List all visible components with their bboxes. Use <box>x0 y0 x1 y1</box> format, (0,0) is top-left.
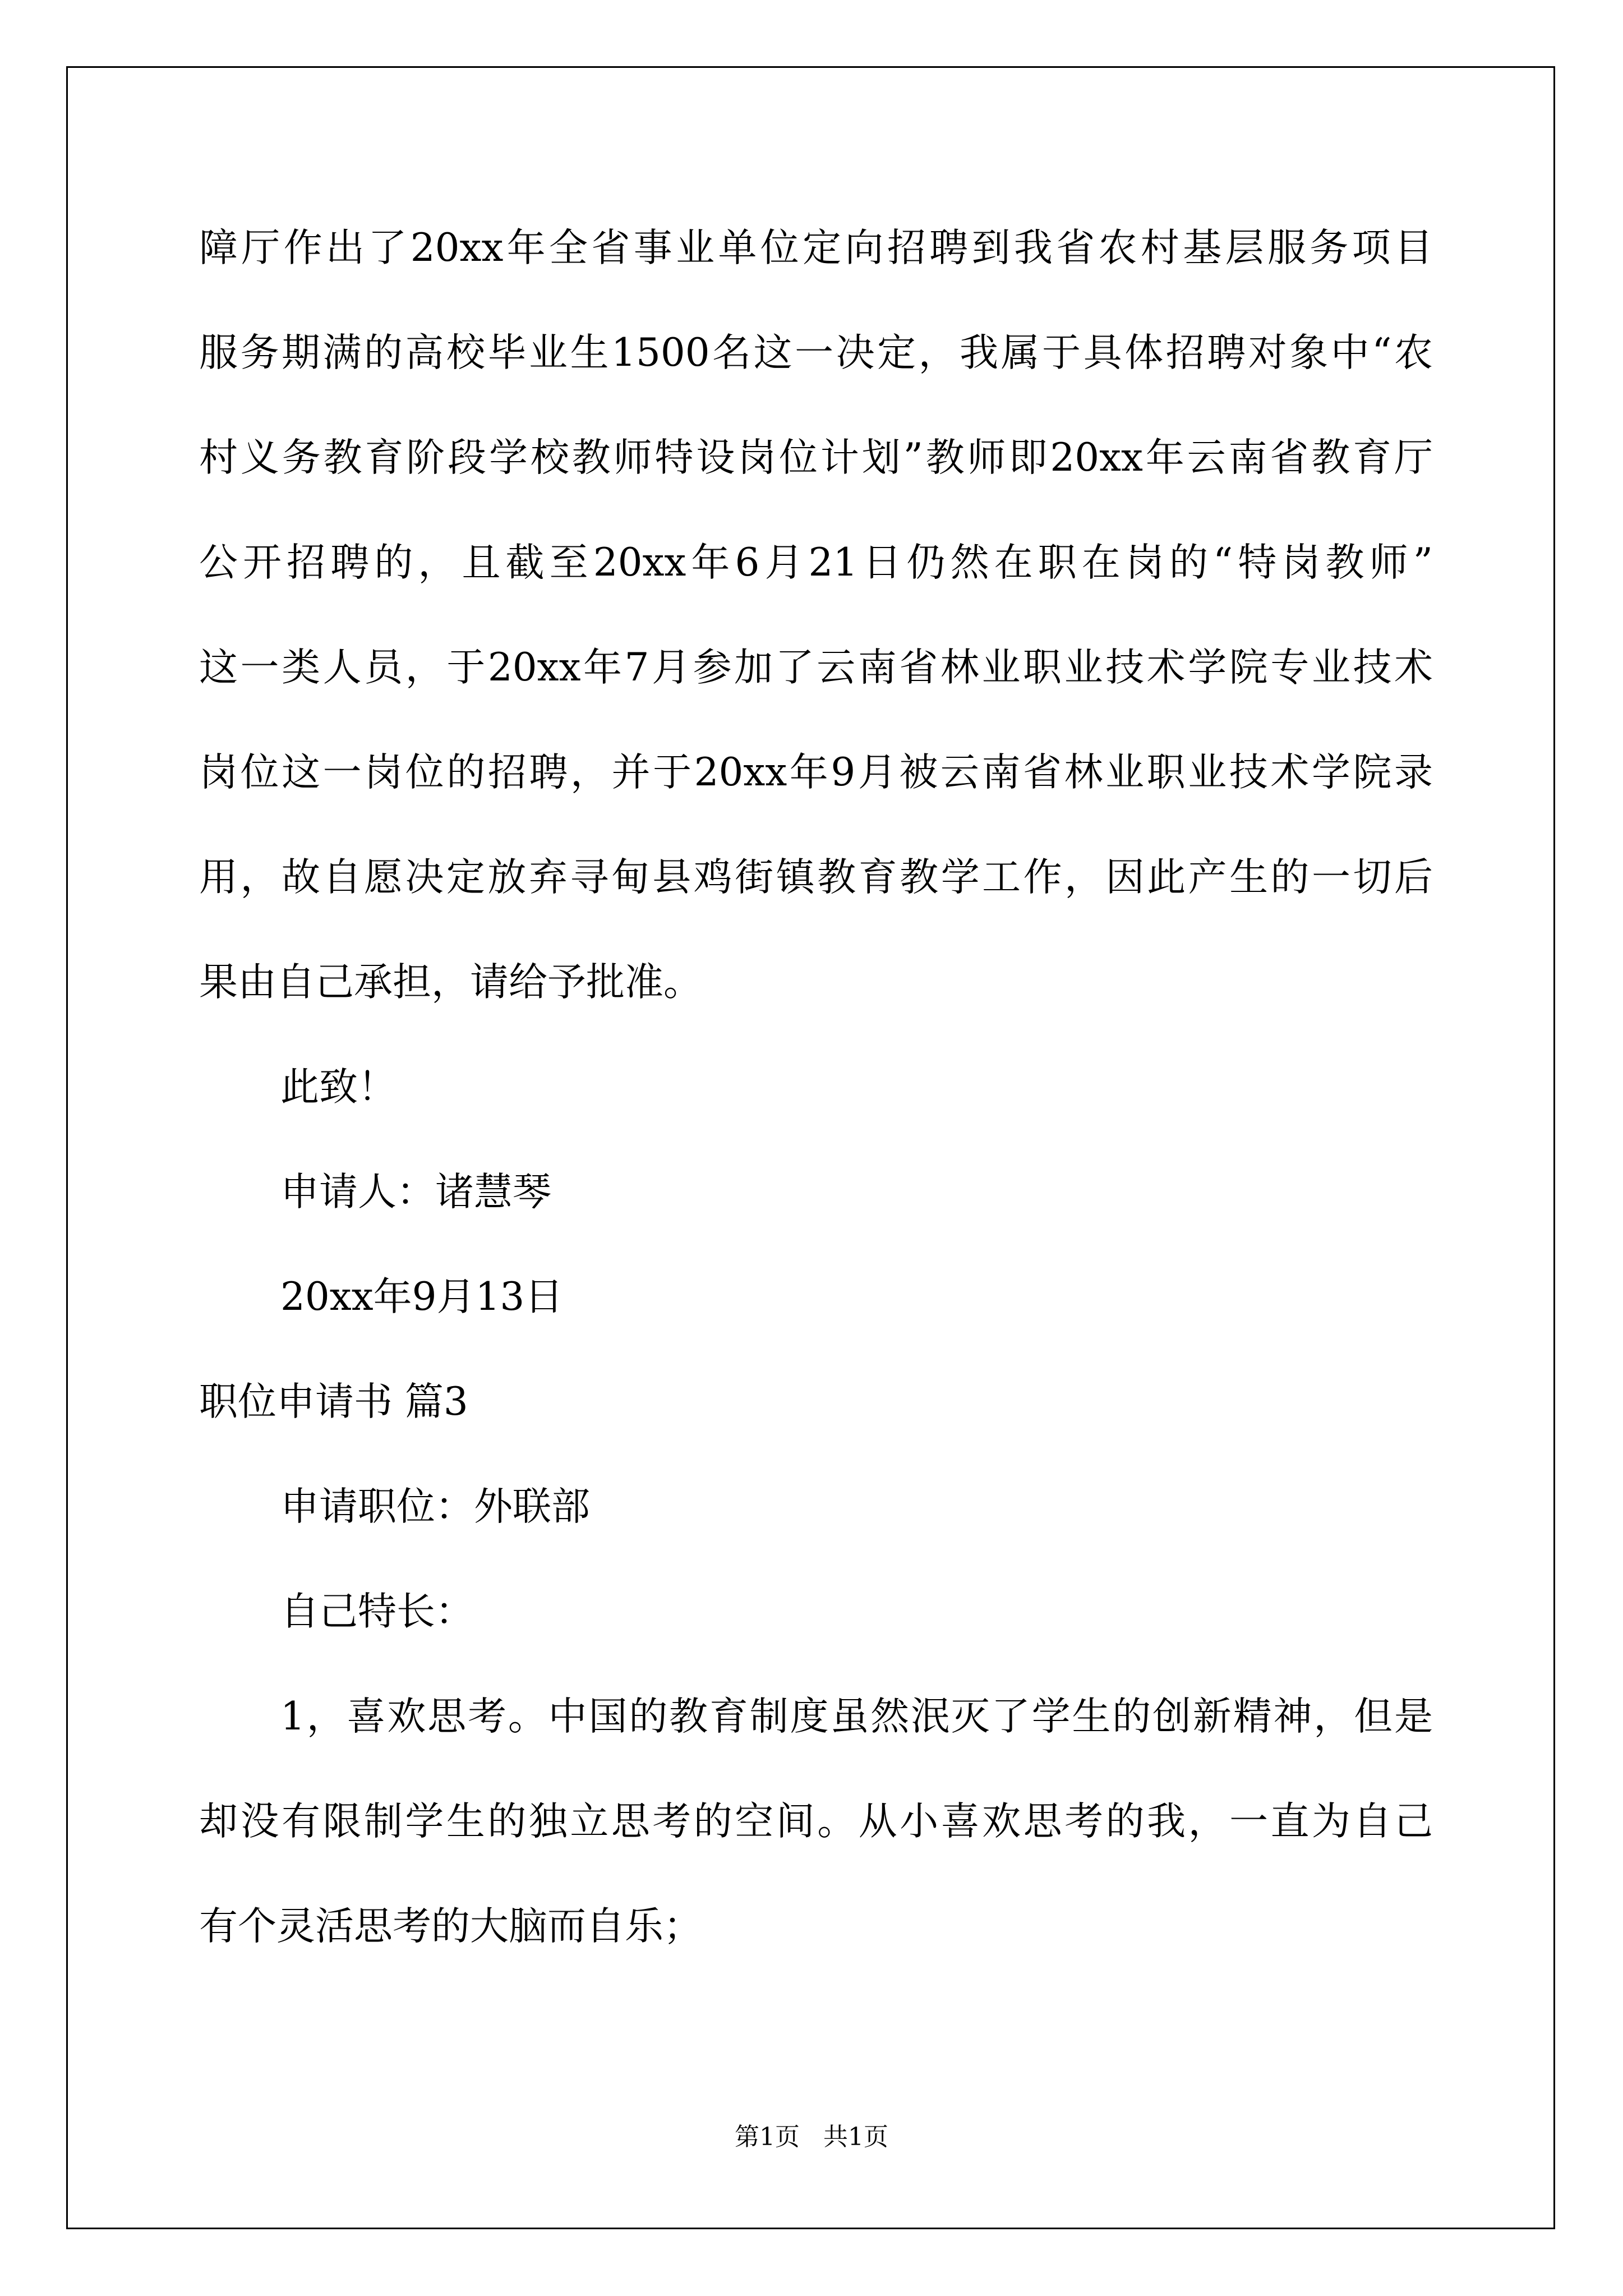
text-line: 公开招聘的，且截至20xx年6月21日仍然在职在岗的“特岗教师” <box>199 540 1433 585</box>
text-line: 服务期满的高校毕业生1500名这一决定，我属于具体招聘对象中“农 <box>199 330 1433 375</box>
text-line: 却没有限制学生的独立思考的空间。从小喜欢思考的我，一直为自己 <box>199 1799 1433 1844</box>
strengths-heading: 自己特长： <box>280 1589 474 1634</box>
page-footer: 第1页 共1页 <box>735 2123 888 2151</box>
text-line: 果由自己承担，请给予批准。 <box>199 960 702 1005</box>
text-line: 有个灵活思考的大脑而自乐； <box>199 1904 702 1949</box>
letter-date: 20xx年9月13日 <box>280 1274 564 1319</box>
closing-salutation: 此致！ <box>280 1065 396 1110</box>
text-line: 岗位这一岗位的招聘，并于20xx年9月被云南省林业职业技术学院录 <box>199 750 1433 795</box>
text-line: 用，故自愿决定放弃寻甸县鸡街镇教育教学工作，因此产生的一切后 <box>199 855 1433 900</box>
section-heading: 职位申请书 篇3 <box>199 1379 468 1424</box>
applied-position: 申请职位：外联部 <box>280 1484 590 1529</box>
text-line: 村义务教育阶段学校教师特设岗位计划”教师即20xx年云南省教育厅 <box>199 435 1433 480</box>
text-line: 1，喜欢思考。中国的教育制度虽然泯灭了学生的创新精神，但是 <box>280 1694 1433 1739</box>
text-line: 障厅作出了20xx年全省事业单位定向招聘到我省农村基层服务项目 <box>199 226 1433 270</box>
text-line: 这一类人员，于20xx年7月参加了云南省林业职业技术学院专业技术 <box>199 645 1433 690</box>
applicant-name: 申请人：诸慧琴 <box>280 1170 551 1214</box>
